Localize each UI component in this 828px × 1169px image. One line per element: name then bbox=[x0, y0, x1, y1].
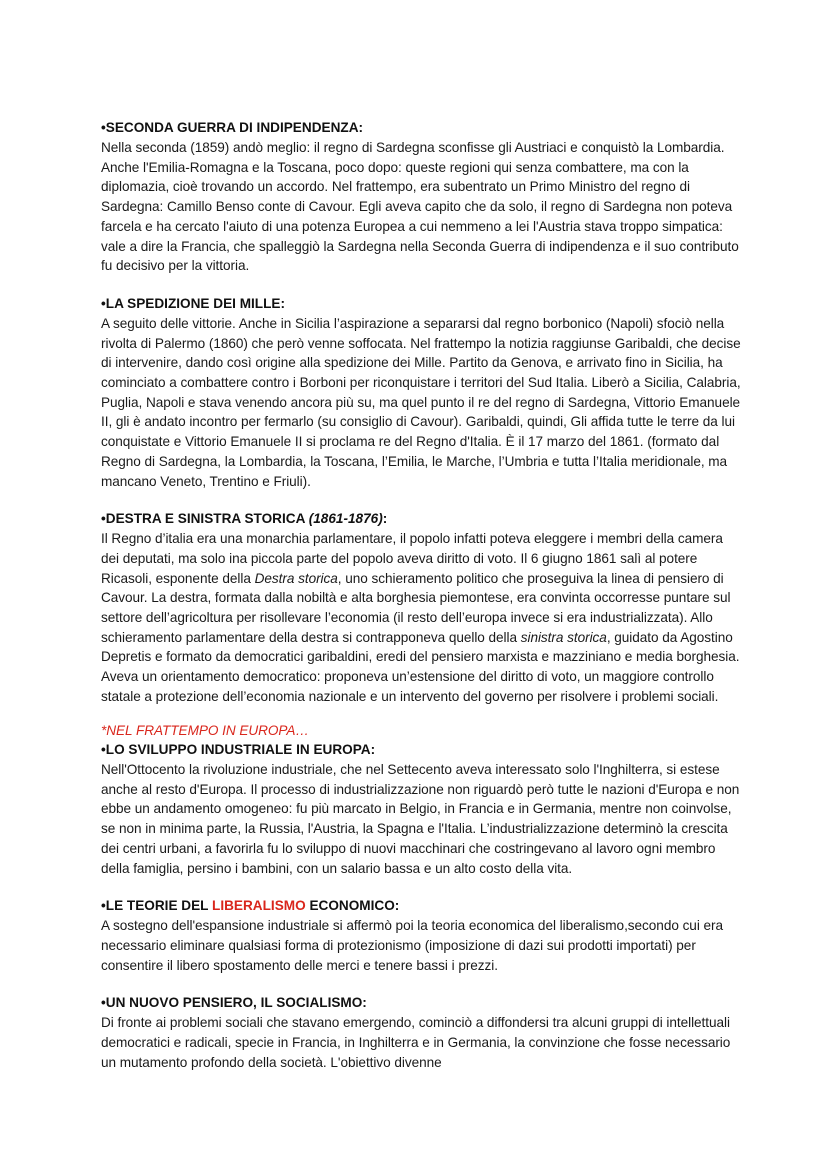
body-emphasis: sinistra storica bbox=[520, 629, 607, 645]
section-title-text: •DESTRA E SINISTRA STORICA bbox=[101, 511, 305, 527]
section-title-text: ECONOMICO: bbox=[305, 898, 400, 914]
section-spedizione-mille bbox=[101, 294, 741, 491]
section-title bbox=[101, 896, 741, 916]
section-title: •LO SVILUPPO INDUSTRIALE IN EUROPA: bbox=[101, 742, 376, 758]
body-emphasis: Destra storica bbox=[254, 570, 338, 586]
section-body: Nella seconda (1859) andò meglio: il regno di Sardegna sconfisse gli Austriaci e conquistò la Lombardia. Anche l'Emilia-Romagna e la Toscana, poco dopo: queste regioni qui senza combattere, ma con la diplomazia, cioè trovando un accordo. Nel frattempo, era subentrato un Primo Ministro del regno di Sardegna: Camillo Benso conte di Cavour. Egli aveva capito che da solo, il regno di Sardegna non poteva farcela e ha cercato l'aiuto di una potenza Europea a cui nemmeno a lei l'Austria stava troppo simpatica: vale a dire la Francia, che spalleggiò la Sardegna nella Seconda Guerra di indipendenza e il suo contributo fu decisivo per la vittoria. bbox=[101, 140, 739, 274]
section-title-colon: : bbox=[382, 511, 388, 527]
section-destra-sinistra bbox=[101, 509, 741, 706]
section-intro: *NEL FRATTEMPO IN EUROPA… bbox=[101, 722, 309, 738]
section-body: A sostegno dell'espansione industriale si affermò poi la teoria economica del liberalismo,secondo cui era necessario eliminare qualsiasi forma di protezionismo (imposizione di dazi sui prodotti importati) per consentire il libero spostamento delle merci e tenere bassi i prezzi. bbox=[101, 918, 724, 973]
body-part: , guidato da Agostino Depretis e formato da democratici garibaldini, eredi del pensiero marxista e mazziniano e media borghesia. Aveva un orientamento democratico: proponeva un’estensione del diritto di voto, un maggiore controllo statale a protezione dell’economia nazionale e un intervento del governo per risolvere i problemi sociali. bbox=[101, 629, 740, 704]
section-title: •UN NUOVO PENSIERO, IL SOCIALISMO: bbox=[101, 995, 367, 1011]
document-content bbox=[101, 118, 741, 1073]
body-part: , uno schieramento politico che proseguiva la linea di pensiero di Cavour. La destra, formata dalla nobiltà e alta borghesia piemontese, era convinta occorresse puntare sul settore dell’agricoltura per risollevare l’economia (il resto dell’europa invece si era industrializzata). Allo schieramento parlamentare della destra si contrapponeva quello della bbox=[101, 570, 731, 645]
section-socialismo bbox=[101, 993, 741, 1072]
section-body: Nell'Ottocento la rivoluzione industriale, che nel Settecento aveva interessato solo l'Inghilterra, si estese anche al resto d'Europa. Il processo di industrializzazione non riguardò però tutte le nazioni d'Europa e non ebbe un andamento omogeneo: fu più marcato in Belgio, in Francia e in Germania, mentre non coinvolse, se non in minima parte, la Russia, l'Austria, la Spagna e l'Italia. L’industrializzazione determinò la crescita dei centri urbani, a favorirla fu lo sviluppo di nuovi macchinari che costringevano al lavoro ogni membro della famiglia, persino i bambini, con un salario bassa e un alto costo della vita. bbox=[101, 762, 740, 876]
section-liberalismo bbox=[101, 896, 741, 975]
section-title: •LA SPEDIZIONE DEI MILLE: bbox=[101, 295, 285, 311]
section-body: Di fronte ai problemi sociali che stavano emergendo, cominciò a diffondersi tra alcuni gruppi di intellettuali democratici e radicali, specie in Francia, in Inghilterra e in Germania, la convinzione che fosse necessario un mutamento profondo della società. L'obiettivo divenne bbox=[101, 1015, 731, 1070]
section-sviluppo-industriale bbox=[101, 721, 741, 879]
section-title: •SECONDA GUERRA DI INDIPENDENZA: bbox=[101, 120, 364, 135]
section-title-date: (1861-1876) bbox=[308, 511, 383, 527]
body-part: Il Regno d’italia era una monarchia parlamentare, il popolo infatti poteva eleggere i membri della camera dei deputati, ma solo ina piccola parte del popolo aveva diritto di voto. Il 6 giugno 1861 salì al potere Ricasoli, esponente della bbox=[101, 531, 723, 586]
section-title bbox=[101, 509, 741, 529]
section-body bbox=[101, 529, 741, 706]
section-seconda-guerra bbox=[101, 118, 741, 276]
section-title-text: •LE TEORIE DEL bbox=[101, 898, 213, 914]
section-body: A seguito delle vittorie. Anche in Sicilia l’aspirazione a separarsi dal regno borbonico (Napoli) sfociò nella rivolta di Palermo (1860) che però venne soffocata. Nel frattempo la notizia raggiunse Garibaldi, che decise di intervenire, dando così origine alla spedizione dei Mille. Partito da Genova, e arrivato fino in Sicilia, ha cominciato a combattere contro i Borboni per riconquistare i territori del Sud Italia. Liberò a Sicilia, Calabria, Puglia, Napoli e stava venendo ancora più su, ma quel punto il re del regno di Sardegna, Vittorio Emanuele II, gli è andato incontro per fermarlo (su consiglio di Cavour). Garibaldi, quindi, Gli affida tutte le terre da lui conquistate e Vittorio Emanuele II si proclama re del Regno d'Italia. È il 17 marzo del 1861. (formato dal Regno di Sardegna, la Lombardia, la Toscana, l’Emilia, le Marche, l’Umbria e tutta l’Italia meridionale, ma mancano Veneto, Trentino e Friuli). bbox=[101, 315, 741, 489]
section-title-highlight: LIBERALISMO bbox=[212, 898, 306, 914]
